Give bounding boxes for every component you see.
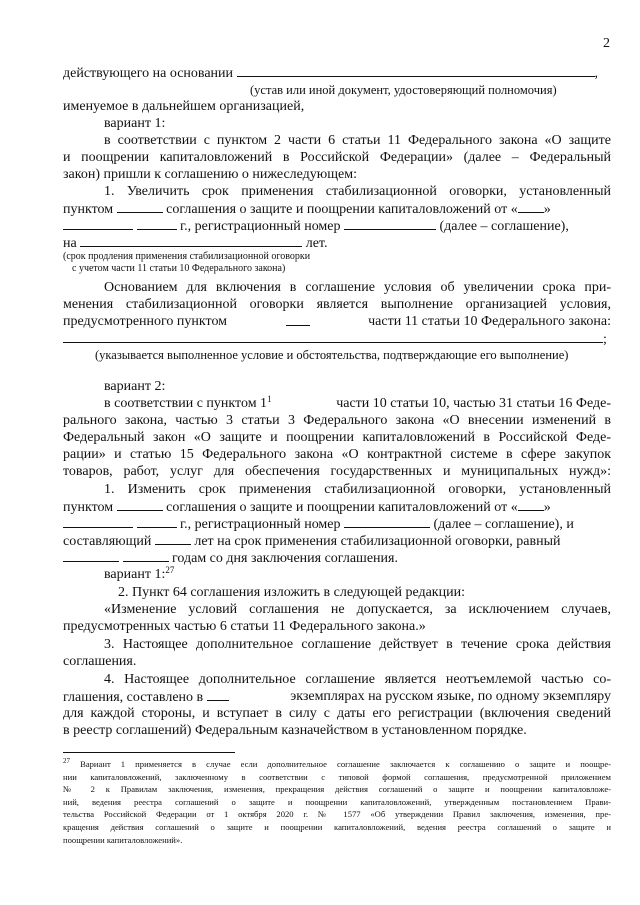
item-4-line: в реестр соглашений) Федеральным казначейством в установленном порядке. xyxy=(63,723,527,738)
v1-item1-line: 1. Увеличить срок применения стабилизационной оговорки, установленный xyxy=(104,184,611,199)
item-2: 2. Пункт 64 соглашения изложить в следующей редакции: xyxy=(118,585,465,600)
v1-basis-note: (указывается выполненное условие и обстоятельства, подтверждающие его выполнение) xyxy=(95,348,569,362)
item-2-quote-line: предусмотренных частью 6 статьи 11 Федерального закона.» xyxy=(63,619,426,634)
item-3-line: соглашения. xyxy=(63,654,137,669)
v1-intro-line: и поощрении капиталовложений в Российской Федерации» (далее – Федеральный xyxy=(63,150,611,165)
variant-2-label: вариант 2: xyxy=(104,379,166,394)
v2-intro-line: товаров, работ, услуг для обеспечения государственных и муниципальных нужд»: xyxy=(63,464,611,479)
v2-item1-line: составляющий лет на срок применения стабилизационной оговорки, равный xyxy=(63,534,561,549)
v1-term-note: с учетом части 11 статьи 10 Федерального закона) xyxy=(72,263,286,274)
v2-intro-line: в соответствии с пунктом $1^1$ части 10 статьи 10, частью 31 статьи 16 Феде- xyxy=(104,394,611,411)
footnote-line: поощрении капиталовложений». xyxy=(63,834,183,845)
footnote-line: ний, ведения реестра соглашений о защите и поощрении капиталовложений, утвержденным постановлением Прави- xyxy=(63,796,611,807)
item-4-line: для каждой стороны, и вступает в силу с даты его регистрации (включения сведений xyxy=(63,706,611,721)
header-line: действующего на основании , xyxy=(63,66,599,81)
item-4-line: 4. Настоящее дополнительное соглашение является неотъемлемой частью со- xyxy=(104,672,611,687)
footnote-line: тельства Российской Федерации от 1 октября 2020 г. № 1577 «Об утверждении Правил заключения, изменения, пре- xyxy=(63,809,611,820)
header-note: (устав или иной документ, удостоверяющий полномочия) xyxy=(250,83,557,97)
v1-basis-line: Основанием для включения в соглашение условия об увеличении срока при- xyxy=(104,280,611,295)
v2-item1-line: годам со дня заключения соглашения. xyxy=(63,549,398,567)
v1-item1-line: на лет. xyxy=(63,236,328,251)
v1-basis-line: менения стабилизационной оговорки является выполнение организацией условия, xyxy=(63,297,611,312)
variant-1-label: вариант 1: xyxy=(104,116,166,131)
named-line: именуемое в дальнейшем организацией, xyxy=(63,99,305,114)
v1-item1-line: пунктом соглашения о защите и поощрении капиталовложений от « » xyxy=(63,202,551,217)
footnote-separator xyxy=(63,752,235,753)
v2-intro-line: рального закона, частью 3 статьи 3 Федерального закона «О внесении изменений в xyxy=(63,413,611,428)
v2-intro-line: Федеральный закон «О защите и поощрении капиталовложений в Российской Феде- xyxy=(63,430,611,445)
v1-intro-line: закон) пришли к соглашению о нижеследующем: xyxy=(63,167,358,182)
v2-intro-line: рации» и статью 15 Федерального закона «О контрактной системе в сфере закупок xyxy=(63,447,611,462)
v2-item1-line: г., регистрационный номер (далее – соглашение), и xyxy=(63,515,574,533)
page-number: 2 xyxy=(603,36,610,51)
item-3-line: 3. Настоящее дополнительное соглашение действует в течение срока действия xyxy=(104,637,611,652)
v2-item1-line: 1. Изменить срок применения стабилизационной оговорки, установленный xyxy=(104,482,611,497)
v1-intro-line: в соответствии с пунктом 2 части 6 статьи 11 Федерального закона «О защите xyxy=(104,133,611,148)
v1-basis-line: предусмотренного пунктом части 11 статьи 10 Федерального закона: xyxy=(63,314,611,329)
footnote-line: нии капиталовложений, заключенному в соответствии с типовой формой соглашения, предусмотренной приложением xyxy=(63,771,611,782)
footnote-line: кращения действия соглашений о защите и поощрении капиталовложений, ведения реестра соглашений о защите и xyxy=(63,822,611,832)
item-2-quote-line: «Изменение условий соглашения не допускается, за исключением случаев, xyxy=(104,602,611,617)
v1-item1-line: г., регистрационный номер (далее – соглашение), xyxy=(63,217,569,235)
v2-item1-line: пунктом соглашения о защите и поощрении капиталовложений от « » xyxy=(63,500,551,515)
v1-basis-blank: ; xyxy=(63,330,607,348)
variant-1b-label: вариант 1:$^{27}$ xyxy=(104,565,175,582)
item-4-line: глашения, составлено в экземплярах на русском языке, по одному экземпляру xyxy=(63,689,611,705)
footnote-line: № 2 к Правилам заключения, изменения, прекращения действия соглашений о защите и поощрении капиталовложе- xyxy=(63,784,611,795)
footnote-line: $^{27}$ Вариант 1 применяется в случае если дополнительное соглашение заключается к соглашению о защите и поощре- xyxy=(63,757,611,769)
v1-term-note: (срок продления применения стабилизационной оговорки xyxy=(63,251,311,262)
